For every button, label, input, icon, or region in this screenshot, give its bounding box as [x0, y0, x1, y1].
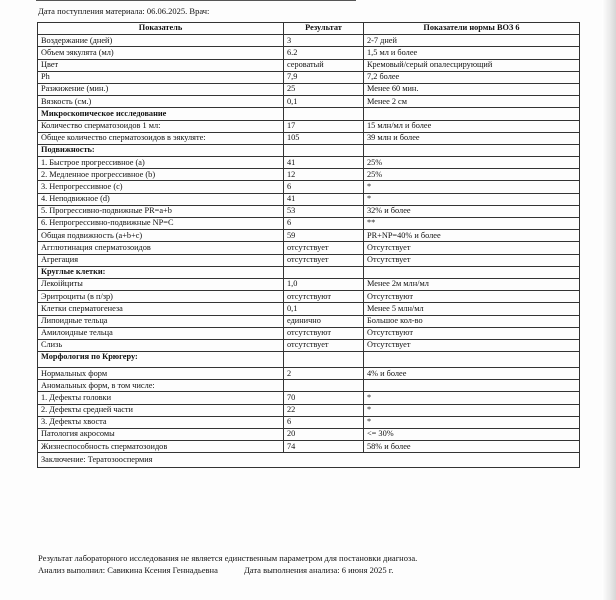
row-norm: Менее 2 см	[364, 96, 580, 108]
section-title: Круглые клетки:	[38, 266, 284, 278]
table-row	[38, 181, 580, 193]
row-norm: *	[364, 181, 580, 193]
row-norm: *	[364, 416, 580, 428]
row-norm: <= 30%	[364, 429, 580, 441]
row-name: 3. Непрогрессивное (c)	[38, 181, 284, 193]
footer-signature-line	[38, 565, 393, 575]
row-name: Слизь	[38, 339, 284, 351]
section-row	[38, 108, 580, 120]
table-header-row	[38, 23, 580, 35]
row-result: 6	[284, 218, 364, 230]
row-name: Агрегация	[38, 254, 284, 266]
table-row	[38, 368, 580, 380]
row-name: 6. Непрогрессивно-подвижные NP=C	[38, 218, 284, 230]
row-result: 3	[284, 35, 364, 47]
table-row	[38, 96, 580, 108]
row-norm: PR+NP=40% и более	[364, 230, 580, 242]
row-norm: 4% и более	[364, 368, 580, 380]
table-row	[38, 157, 580, 169]
row-result: 20	[284, 429, 364, 441]
row-norm: 58% и более	[364, 441, 580, 453]
row-result: 2	[284, 368, 364, 380]
table-row	[38, 339, 580, 351]
table-row	[38, 71, 580, 83]
row-name: 4. Неподвижное (d)	[38, 193, 284, 205]
results-table	[37, 22, 580, 468]
row-result: 6	[284, 181, 364, 193]
row-result: отсутствуют	[284, 291, 364, 303]
row-norm: Отсутствует	[364, 339, 580, 351]
row-name: 2. Медленное прогрессивное (b)	[38, 169, 284, 181]
row-result: 59	[284, 230, 364, 242]
row-name: Общее количество сперматозоидов в эякуляте:	[38, 132, 284, 144]
row-norm: Отсутствуют	[364, 327, 580, 339]
row-result: отсутствует	[284, 254, 364, 266]
row-norm: 32% и более	[364, 205, 580, 217]
row-norm: Большое кол-во	[364, 315, 580, 327]
row-norm: 25%	[364, 169, 580, 181]
column-header-norm: Показатели нормы ВОЗ 6	[364, 23, 580, 35]
table-row	[38, 380, 580, 392]
row-name: Жизнеспособность сперматозоидов	[38, 441, 284, 453]
row-result	[284, 144, 364, 156]
row-result	[284, 380, 364, 392]
table-row	[38, 83, 580, 95]
table-row	[38, 416, 580, 428]
row-norm	[364, 352, 580, 368]
row-norm: **	[364, 218, 580, 230]
table-row	[38, 441, 580, 453]
row-norm: *	[364, 193, 580, 205]
disclaimer-note: Результат лабораторного исследования не является единственным параметром для постановки диагноза.	[38, 553, 418, 563]
row-name: Агглютинация сперматозоидов	[38, 242, 284, 254]
conclusion-text: Заключение: Тератозооспермия	[38, 453, 580, 468]
row-norm	[364, 266, 580, 278]
row-result: 41	[284, 157, 364, 169]
section-title: Микроскопическое исследование	[38, 108, 284, 120]
row-norm: *	[364, 404, 580, 416]
table-row	[38, 303, 580, 315]
row-name: 1. Дефекты головки	[38, 392, 284, 404]
table-row	[38, 218, 580, 230]
row-norm	[364, 380, 580, 392]
row-result	[284, 352, 364, 368]
row-result: 53	[284, 205, 364, 217]
row-result: 12	[284, 169, 364, 181]
row-name: 3. Дефекты хвоста	[38, 416, 284, 428]
row-name: Разжижение (мин.)	[38, 83, 284, 95]
table-row	[38, 132, 580, 144]
row-result: 0,1	[284, 303, 364, 315]
row-norm: 1,5 мл и более	[364, 47, 580, 59]
row-result: 17	[284, 120, 364, 132]
row-name: Амилоидные тельца	[38, 327, 284, 339]
row-name: 2. Дефекты средней части	[38, 404, 284, 416]
row-norm: *	[364, 392, 580, 404]
cropped-top-edge	[36, 0, 356, 5]
row-result: отсутствует	[284, 339, 364, 351]
row-result: 105	[284, 132, 364, 144]
section-row	[38, 144, 580, 156]
row-name: Лекоійциты	[38, 278, 284, 290]
section-row	[38, 266, 580, 278]
row-name: Клетки сперматогенеза	[38, 303, 284, 315]
row-result: 6	[284, 416, 364, 428]
row-name: Вязкость (см.)	[38, 96, 284, 108]
row-result: 70	[284, 392, 364, 404]
section-title: Подвижность:	[38, 144, 284, 156]
analyst-name: Анализ выполнил: Савикина Ксения Геннадьевна	[38, 565, 218, 575]
column-header-result: Результат	[284, 23, 364, 35]
row-norm: Отсутствует	[364, 254, 580, 266]
row-name: Нормальных форм	[38, 368, 284, 380]
row-name: Общая подвижность (a+b+c)	[38, 230, 284, 242]
row-norm: 25%	[364, 157, 580, 169]
row-result: 1,0	[284, 278, 364, 290]
row-name: Эритроциты (в п/зр)	[38, 291, 284, 303]
table-row	[38, 59, 580, 71]
row-norm: Отсутствуют	[364, 291, 580, 303]
table-row	[38, 254, 580, 266]
section-title: Морфология по Крюгеру:	[38, 352, 284, 368]
row-result: 41	[284, 193, 364, 205]
row-result: отсутствует	[284, 242, 364, 254]
row-name: Аномальных форм, в том числе:	[38, 380, 284, 392]
row-result	[284, 266, 364, 278]
row-result: 7,9	[284, 71, 364, 83]
row-norm	[364, 108, 580, 120]
row-norm: Кремовый/серый опалесцирующий	[364, 59, 580, 71]
row-result	[284, 108, 364, 120]
row-result: сероватый	[284, 59, 364, 71]
row-name: 5. Прогрессивно-подвижные PR=a+b	[38, 205, 284, 217]
table-row	[38, 291, 580, 303]
table-row	[38, 242, 580, 254]
row-name: Цвет	[38, 59, 284, 71]
table-row	[38, 429, 580, 441]
row-norm: Менее 2м млн/мл	[364, 278, 580, 290]
table-row	[38, 193, 580, 205]
row-name: 1. Быстрое прогрессивное (a)	[38, 157, 284, 169]
table-row	[38, 404, 580, 416]
row-norm: 2-7 дней	[364, 35, 580, 47]
table-row	[38, 315, 580, 327]
row-name: Ph	[38, 71, 284, 83]
column-header-indicator: Показатель	[38, 23, 284, 35]
section-row	[38, 352, 580, 368]
table-row	[38, 169, 580, 181]
row-name: Количество сперматозоидов 1 мл:	[38, 120, 284, 132]
row-name: Патология акросомы	[38, 429, 284, 441]
row-result: отсутствуют	[284, 327, 364, 339]
table-row	[38, 120, 580, 132]
table-row	[38, 392, 580, 404]
row-result: 0,1	[284, 96, 364, 108]
row-norm: 39 млн и более	[364, 132, 580, 144]
table-row	[38, 35, 580, 47]
row-norm: Менее 60 мин.	[364, 83, 580, 95]
header-line: Дата поступления материала: 06.06.2025. Врач:	[38, 6, 210, 16]
row-norm: Отсутствует	[364, 242, 580, 254]
row-name: Липоидные тельца	[38, 315, 284, 327]
row-norm: 15 млн/мл и более	[364, 120, 580, 132]
row-result: 22	[284, 404, 364, 416]
row-name: Воздержание (дней)	[38, 35, 284, 47]
row-norm: Менее 5 млн/мл	[364, 303, 580, 315]
row-result: 25	[284, 83, 364, 95]
table-row	[38, 327, 580, 339]
row-name: Объем эякулята (мл)	[38, 47, 284, 59]
row-result: единично	[284, 315, 364, 327]
table-row	[38, 230, 580, 242]
row-norm: 7,2 более	[364, 71, 580, 83]
row-result: 6.2	[284, 47, 364, 59]
page-edge-shadow	[602, 0, 616, 600]
conclusion-row	[38, 453, 580, 468]
table-row	[38, 205, 580, 217]
table-row	[38, 278, 580, 290]
analysis-date: Дата выполнения анализа: 6 июня 2025 г.	[244, 565, 394, 575]
row-result: 74	[284, 441, 364, 453]
row-norm	[364, 144, 580, 156]
table-row	[38, 47, 580, 59]
